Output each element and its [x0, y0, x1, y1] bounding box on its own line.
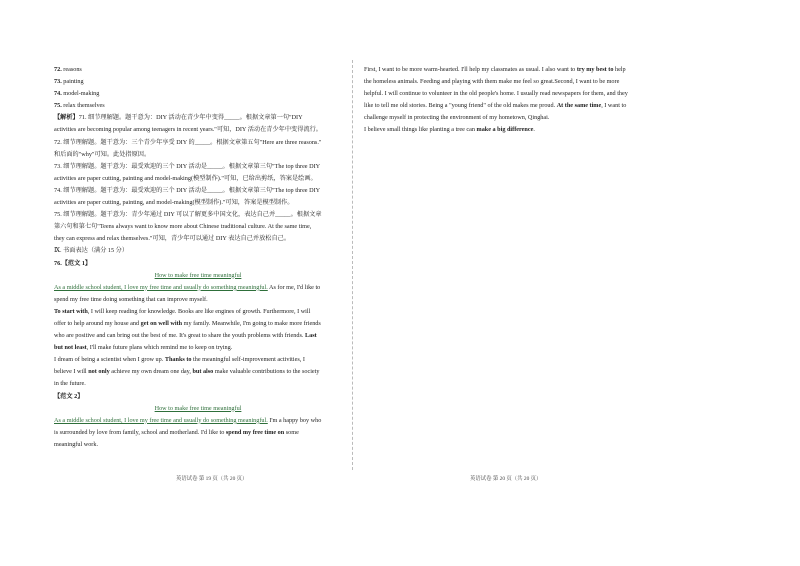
- essay-2-continued-line: like to tell me old stories. Being a "young friend" of the old makes me proud. At the same time, I want to: [364, 102, 627, 110]
- sample-essay-2-label: 【范文 2】: [54, 392, 84, 400]
- analysis-line: 73. 细节理解题。题干意为：最受欢迎的三个 DIY 活动是_____。根据文章第三句"The top three DIY: [54, 162, 321, 170]
- essay-2-line: As a middle school student, I love my free time and usually do something meaningful. I'm a happy boy who: [54, 416, 322, 424]
- essay-2-title: How to make free time meaningful: [154, 404, 242, 412]
- analysis-line: activities are paper cutting, painting and model-making(模型制作)."可知，已给出剪纸，答案是绘画。: [54, 174, 317, 182]
- analysis-line: 【解析】71. 细节理解题。题干意为：DIY 活动在青少年中变得_____。根据文章第一句"DIY: [54, 114, 303, 122]
- essay-2-continued-line: challenge myself in protecting the environment of my hometown, Qinghai.: [364, 114, 550, 122]
- essay-1-title: How to make free time meaningful: [154, 271, 242, 279]
- essay-1-line: offer to help around my house and get on well with my family. Meanwhile, I'm going to make more friends: [54, 319, 321, 327]
- answer-73: 73. painting: [54, 78, 84, 86]
- analysis-line: 72. 细节理解题。题干意为：三个青少年享受 DIY 的_____。根据文章第五句"Here are three reasons.": [54, 138, 322, 146]
- essay-1-line: As a middle school student, I love my free time and usually do something meaningful. As for me, I'd like to: [54, 283, 321, 291]
- page-footer-20: 英语试卷 第 20 页（共 20 页）: [470, 476, 542, 482]
- analysis-line: 第六句和第七句"Teens always want to know more about Chinese traditional culture. At the same time,: [54, 223, 312, 231]
- analysis-line: activities are paper cutting, painting, and model-making(模型制作)."可知，答案是模型制作。: [54, 199, 294, 207]
- essay-2-continued-line: the homeless animals. Feeding and playing with them make me feel so great.Second, I want to be more: [364, 78, 620, 86]
- sample-essay-1-label: 76.【范文 1】: [54, 259, 92, 267]
- analysis-line: 74. 细节理解题。题干意为：最受欢迎的三个 DIY 活动是_____。根据文章第三句"The top three DIY: [54, 186, 321, 194]
- page-footer-19: 英语试卷 第 19 页（共 20 页）: [176, 476, 248, 482]
- essay-2-continued-line: helpful. I will continue to volunteer in the old people's home. I usually read newspapers for them, and they: [364, 90, 628, 98]
- left-column: [54, 64, 342, 451]
- essay-1-line: but not least, I'll make future plans which remind me to keep on trying.: [54, 344, 233, 352]
- essay-1-line: in the future.: [54, 380, 86, 388]
- page-divider: [352, 60, 353, 470]
- essay-1-line: who are positive and can bring out the best of me. It's great to share the youth problems with friends. Last: [54, 332, 317, 340]
- essay-2-line: meaningful work.: [54, 440, 98, 448]
- analysis-line: 75. 细节理解题。题干意为：青少年通过 DIY 可以了解更多中国文化，表达自己并_____。根据文章: [54, 211, 322, 219]
- answer-72: 72. reasons: [54, 66, 82, 73]
- essay-1-line: To start with, I will keep reading for knowledge. Books are like engines of growth. Furthermore, I will: [54, 307, 311, 315]
- essay-2-line: is surrounded by love from family, school and motherland. I'd like to spend my free time on some: [54, 428, 299, 436]
- essay-1-line: I dream of being a scientist when I grow up. Thanks to the meaningful self-improvement activities, I: [54, 356, 305, 364]
- answer-75: 75. relax themselves: [54, 102, 105, 110]
- analysis-line: 和后面的"why"可知。此处指原因。: [54, 150, 151, 158]
- analysis-line: they can express and relax themselves."可知，青少年可以通过 DIY 表达自己并放松自己。: [54, 235, 291, 243]
- essay-1-line: spend my free time doing something that can improve myself.: [54, 295, 208, 303]
- answer-74: 74. model-making: [54, 90, 100, 98]
- essay-2-continued-line: First, I want to be more warm-hearted. I'll help my classmates as usual. I also want to try my best to help: [364, 66, 626, 73]
- essay-1-line: believe I will not only achieve my own dream one day, but also make valuable contributions to the society: [54, 368, 320, 376]
- right-column: [364, 64, 646, 137]
- section-heading: Ⅸ. 书面表达（满分 15 分）: [54, 247, 129, 255]
- analysis-line: activities are becoming popular among teenagers in recent years."可知，DIY 活动在青少年中变得流行。: [54, 126, 322, 134]
- essay-2-continued-line: I believe small things like planting a tree can make a big difference.: [364, 126, 535, 134]
